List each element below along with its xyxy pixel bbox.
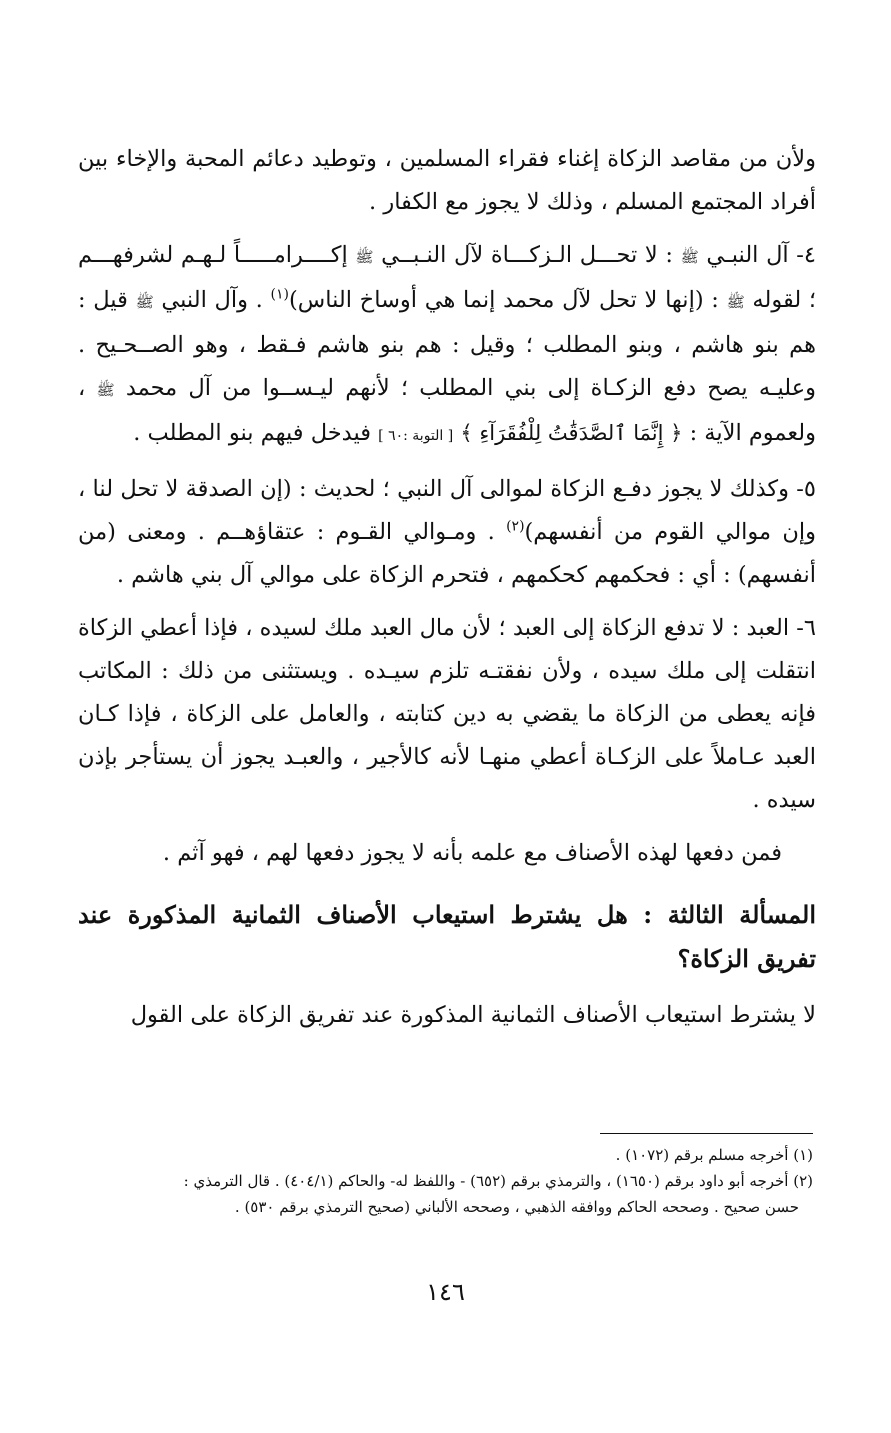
paragraph-intro [78, 138, 816, 224]
item-4-text-d: : (إنها لا تحل لآل محمد إنما هي أوساخ الناس) [289, 287, 719, 313]
quran-verse: ﴿ إِنَّمَا ٱلصَّدَقَٰتُ لِلْفُقَرَآءِ ﴾ [460, 421, 683, 445]
item-4-text-e: . وآل النبي [161, 287, 263, 313]
footnote-ref-2[interactable]: (٢) [506, 518, 525, 535]
verse-reference: [ التوبة :٦٠ ] [378, 428, 454, 444]
section-heading-text: المسألة الثالثة : هل يشترط استيعاب الأصناف الثمانية المذكورة عند تفريق الزكاة؟ [78, 900, 816, 973]
item-5-text-a: ٥- وكذلك لا يجوز دفـع الزكاة لموالى آل النبي ؛ لحديث : (إن الصدقة لا تحل لنا ، وإن موالي القوم من أنفسهم) [78, 476, 816, 545]
item-4-text-a: ٤- آل النبـي [706, 242, 817, 268]
pbuh-ligature: ﷺ [135, 293, 154, 311]
footnote-ref-1[interactable]: (١) [270, 286, 289, 303]
paragraph-intro-text: ولأن من مقاصد الزكاة إغناء فقراء المسلمين ، وتوطيد دعائم المحبة والإخاء بين أفراد المجتمع المسلم ، وذلك لا يجوز مع الكفار . [78, 146, 816, 215]
page-number: ١٤٦ [426, 1278, 465, 1306]
item-4-text-h: فيدخل فيهم بنو المطلب . [133, 420, 371, 446]
item-5-text-b: . ومـوالي القـوم : عتقاؤهــم . ومعنى (من أنفسهم) : أي : فحكمهم كحكمهم ، فتحرم الزكاة على موالي آل بني هاشم . [78, 519, 816, 588]
paragraph-conclusion [78, 832, 816, 875]
pbuh-ligature: ﷺ [680, 248, 699, 266]
paragraph-item-6 [78, 607, 816, 822]
paragraph-last-line [78, 995, 816, 1035]
last-line-text: لا يشترط استيعاب الأصناف الثمانية المذكورة عند تفريق الزكاة على القول [130, 1002, 816, 1028]
paragraph-item-5 [78, 468, 816, 597]
conclusion-text: فمن دفعها لهذه الأصناف مع علمه بأنه لا يجوز دفعها لهم ، فهو آثم . [162, 840, 782, 866]
pbuh-ligature: ﷺ [96, 381, 115, 399]
footnote-2: (٢) أخرجه أبو داود برقم (١٦٥٠) ، والترمذي برقم (٦٥٢) - واللفظ له- والحاكم (٤٠٤/١) . قال الترمذي : [183, 1172, 813, 1190]
footnotes [75, 1142, 813, 1220]
page-body [78, 138, 816, 1035]
section-heading [78, 893, 816, 981]
footnote-separator [600, 1133, 813, 1134]
item-4-text-f: قيل : هم بنو هاشم ، وبنو المطلب ؛ وقيل : هم بنو هاشم فـقط ، وهو الصــحـيح . وعليـه يصح دفع الزكـاة إلى بني المطلب ؛ لأنهم ليـســوا من آل محمد [78, 287, 817, 401]
item-4-text-g: ، ولعموم الآية : [78, 375, 816, 446]
item-4-text-c: إكــــرامـــــاً لـهـم لشرفهـــم ؛ لقوله [78, 242, 817, 313]
item-4-text-b: : لا تحـــل الـزكـــاة لآل النـبــي [381, 242, 673, 268]
paragraph-item-4 [78, 234, 816, 458]
pbuh-ligature: ﷺ [726, 293, 745, 311]
footnote-2-continued: حسن صحيح . وصححه الحاكم ووافقه الذهبي ، وصححه الألباني (صحيح الترمذي برقم ٥٣٠) . [234, 1198, 799, 1216]
item-6-text: ٦- العبد : لا تدفع الزكاة إلى العبد ؛ لأن مال العبد ملك لسيده ، فإذا أعطي الزكاة انتقلت إلى ملك سيده ، ولأن نفقتـه تلزم سيـده . ويستثنى من ذلك : المكاتب فإنه يعطى من الزكاة ما يقضي به دين كتابته ، والعامل على الزكاة ، فإذا كـان العبد عـاملاً على الزكـاة أعطي منهـا لأنه كالأجير ، والعبـد يجوز أن يستأجر بإذن سيده . [78, 615, 816, 813]
footnote-1: (١) أخرجه مسلم برقم (١٠٧٢) . [615, 1146, 813, 1164]
pbuh-ligature: ﷺ [355, 248, 374, 266]
